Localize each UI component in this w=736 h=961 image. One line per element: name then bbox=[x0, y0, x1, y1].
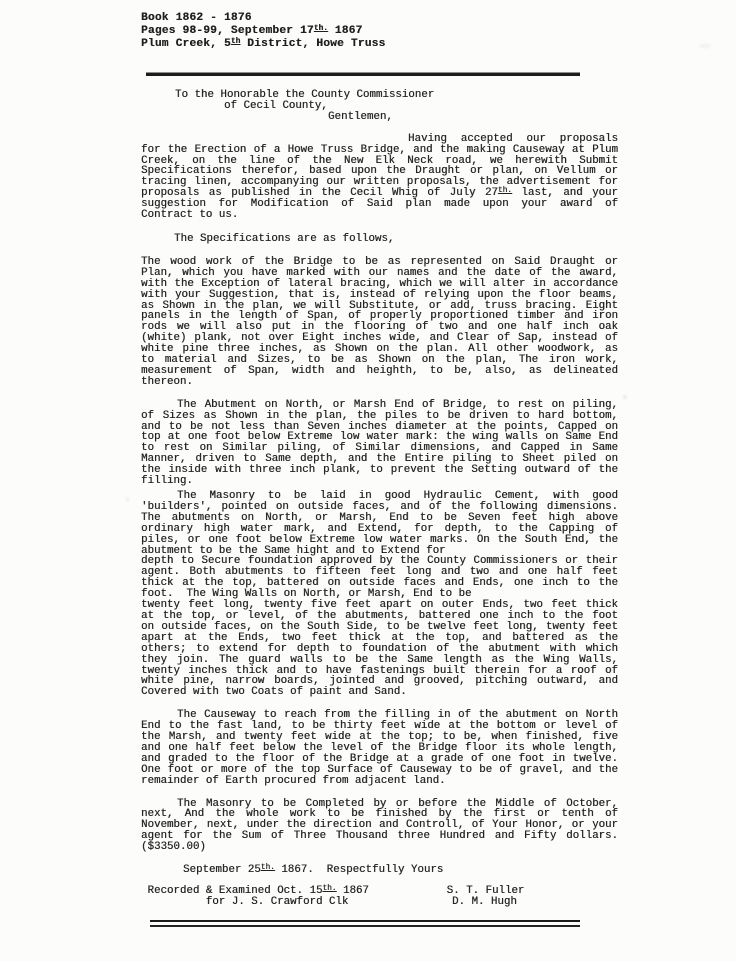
doc-line: abutment to be the Same hight and to Extend for bbox=[141, 544, 446, 557]
doc-line: rods we will also put in the flooring of two and one half inch oak bbox=[141, 321, 618, 334]
doc-line: on outside faces, on the South Side, to be twelve feet long, twenty feet bbox=[141, 620, 618, 633]
doc-line: white pine, narrow boards, jointed and grooved, pitching outward, and bbox=[141, 675, 618, 688]
doc-line: they join. The guard walls to be the Same length as the Wing Walls, bbox=[141, 653, 618, 666]
paragraph-masonry-dimensions bbox=[141, 491, 618, 698]
salutation bbox=[141, 90, 618, 123]
scan-artifact bbox=[699, 44, 711, 48]
doc-line: The Masonry to be Completed by or before the Middle of October, bbox=[177, 797, 618, 810]
paragraph-completion bbox=[141, 799, 618, 854]
paragraph-woodwork bbox=[141, 257, 618, 388]
specifications-heading bbox=[141, 234, 618, 245]
doc-line: next, And the whole work to be finished by the first or tenth of bbox=[141, 808, 618, 821]
doc-line: Manner, driven to Same depth, and the Entire piling to Sheet piled on bbox=[141, 453, 618, 466]
doc-line: Plum Creek, 5th District, Howe Truss bbox=[141, 37, 386, 50]
doc-line: with the Exception of lateral bracing, which we will alter in accordance bbox=[141, 277, 618, 290]
doc-line: Recorded & Examined Oct. $15^{th.}$ 1867 S. T. Fuller bbox=[141, 884, 525, 897]
doc-line: The Masonry to be laid in good Hydraulic Cement, with good bbox=[177, 490, 618, 502]
paragraph-opening bbox=[141, 134, 618, 221]
doc-line: of Sizes as Shown in the plan, the piles to be driven to hard bottom, bbox=[141, 409, 618, 422]
paragraph-abutment bbox=[141, 400, 618, 487]
doc-line: Gentlemen, bbox=[328, 110, 393, 123]
doc-line: filling. bbox=[141, 475, 193, 488]
doc-line: and one half feet below the level of the Bridge floor its whole length, bbox=[141, 741, 618, 754]
doc-line: thereon. bbox=[141, 375, 193, 388]
doc-line: to rest on Similar piling, of Similar dimensions, and Capped in Same bbox=[141, 442, 618, 455]
doc-line: September $25^{th.}$ 1867. Respectfully Yours bbox=[183, 863, 444, 877]
doc-line: 'builders', pointed on outside faces, and of the following dimensions. bbox=[141, 500, 618, 513]
doc-line: others; to extend for depth to foundation of the abutment with which bbox=[141, 642, 618, 655]
doc-line: foot. The Wing Walls on North, or Marsh, End to be bbox=[141, 588, 472, 601]
doc-line: Specifications therefor, based upon the Draught or plan, on Vellum or bbox=[141, 165, 618, 178]
doc-line: the Marsh, and twenty feet wide at the top; to be, when finished, five bbox=[141, 731, 618, 744]
doc-line: thick at the top, battered on outside faces and Ends, one inch to the bbox=[141, 577, 618, 590]
doc-line: agent for the Sum of Three Thousand three Hundred and Fifty dollars. bbox=[141, 830, 618, 843]
doc-line: and graded to the floor of the Bridge at a grade of one foot in twelve. bbox=[141, 752, 618, 765]
doc-line: November, next, under the direction and Controll, of Your Honor, or your bbox=[141, 819, 618, 832]
doc-line: with your Suggestion, that is, instead of relying upon the floor beams, bbox=[141, 288, 618, 301]
doc-line: The abutments on North, or Marsh, End to be Seven feet high above bbox=[141, 511, 618, 524]
doc-line: apart at the Ends, two feet thick at the top, and battered as the bbox=[141, 631, 618, 644]
doc-line: measurement of Span, width and heighth, to be, also, as delineated bbox=[141, 364, 618, 377]
doc-line: Contract to us. bbox=[141, 209, 239, 222]
doc-line: The Specifications are as follows, bbox=[174, 232, 395, 245]
doc-line: End to the fast land, to be thirty feet wide at the bottom or level of bbox=[141, 720, 618, 733]
doc-line: of Cecil County, bbox=[224, 99, 328, 112]
doc-line: and to be not less than Seven inches diameter at the points, Capped on bbox=[141, 420, 618, 433]
doc-line: The Causeway to reach from the filling in of the abutment on North bbox=[177, 709, 618, 722]
doc-line: white pine three inches, as Shown on the plan. All other woodwork, as bbox=[141, 343, 618, 356]
doc-line: depth to Secure foundation approved by the County Commissioners or their bbox=[141, 555, 618, 568]
scan-artifact bbox=[623, 395, 627, 399]
doc-line: Pages 98-99, September $17^{th.}$ 1867 bbox=[141, 24, 363, 37]
bottom-rule bbox=[150, 920, 580, 927]
doc-line: The Abutment on North, or Marsh End of Bridge, to rest on piling, bbox=[177, 398, 618, 411]
record-header bbox=[141, 12, 618, 51]
date-line bbox=[141, 865, 618, 876]
doc-line: (white) plank, not over Eight inches wide, and Clear of Sap, instead of bbox=[141, 332, 618, 345]
doc-line: for J. S. Crawford Clk D. M. Hugh bbox=[141, 895, 517, 908]
doc-line: Book 1862 - 1876 bbox=[141, 12, 252, 24]
top-rule bbox=[146, 72, 580, 76]
doc-line: ($3350.00) bbox=[141, 841, 206, 854]
doc-line: ordinary high water mark, and Extend, for depth, to the Capping of bbox=[141, 522, 618, 535]
doc-line: Having accepted our proposals bbox=[408, 132, 618, 145]
doc-line: One foot or more of the top Surface of Causeway to be of gravel, and the bbox=[141, 763, 618, 776]
doc-line: remainder of Earth procured from adjacent land. bbox=[141, 774, 446, 787]
ordinal-superscript: th. bbox=[322, 884, 337, 893]
doc-line: The wood work of the Bridge to be as represented on Said Draught or bbox=[141, 255, 618, 268]
doc-line: top at one foot below Extreme low water mark: the wing walls on Same End bbox=[141, 431, 618, 444]
doc-line: for the Erection of a Howe Truss Bridge, and the making Causeway at Plum bbox=[141, 143, 618, 156]
scan-artifact bbox=[126, 497, 129, 502]
doc-line: tracing linen, accompanying our written proposals, the advertisement for bbox=[141, 176, 618, 189]
doc-line: suggestion for Modification of Said plan made upon your award of bbox=[141, 198, 618, 211]
ordinal-superscript: th. bbox=[497, 187, 512, 196]
ordinal-superscript: th. bbox=[313, 24, 328, 33]
document-body bbox=[141, 12, 618, 927]
doc-line: To the Honorable the County Commissioner bbox=[175, 89, 435, 101]
doc-line: agent. Both abutments to fifteen feet long and two and one half feet bbox=[141, 566, 618, 579]
doc-line: proposals as published in the Cecil Whig of July $27^{th.}$ last, and your bbox=[141, 187, 618, 200]
recording-block bbox=[141, 886, 618, 908]
ordinal-superscript: th. bbox=[260, 863, 275, 872]
ordinal-superscript: th bbox=[230, 37, 241, 46]
doc-line: at the top, or level, of the abutments, battered one inch to the foot bbox=[141, 609, 618, 622]
doc-line: piles, or one foot below Extreme low water marks. On the South End, the bbox=[141, 533, 618, 546]
paragraph-causeway bbox=[141, 710, 618, 786]
doc-line: Creek, on the line of the New Elk Neck road, we herewith Submit bbox=[141, 154, 618, 167]
doc-line: twenty feet long, twenty five feet apart on outer Ends, two feet thick bbox=[141, 599, 618, 612]
doc-line: the inside with three inch plank, to prevent the Setting outward of the bbox=[141, 464, 618, 477]
doc-line: Plan, which you have marked with our names and the date of the award, bbox=[141, 266, 618, 279]
doc-line: panels in the length of Span, of properly proportioned timber and iron bbox=[141, 310, 618, 323]
doc-line: Covered with two Coats of paint and Sand. bbox=[141, 686, 407, 699]
doc-line: as Shown in the plan, we will Substitute, or add, truss bracing. Eight bbox=[141, 299, 618, 312]
doc-line: to material and Sizes, to be as Shown on the plan, The iron work, bbox=[141, 354, 618, 367]
doc-line: twenty inches thick and to have fastenings built therein for a roof of bbox=[141, 664, 618, 677]
